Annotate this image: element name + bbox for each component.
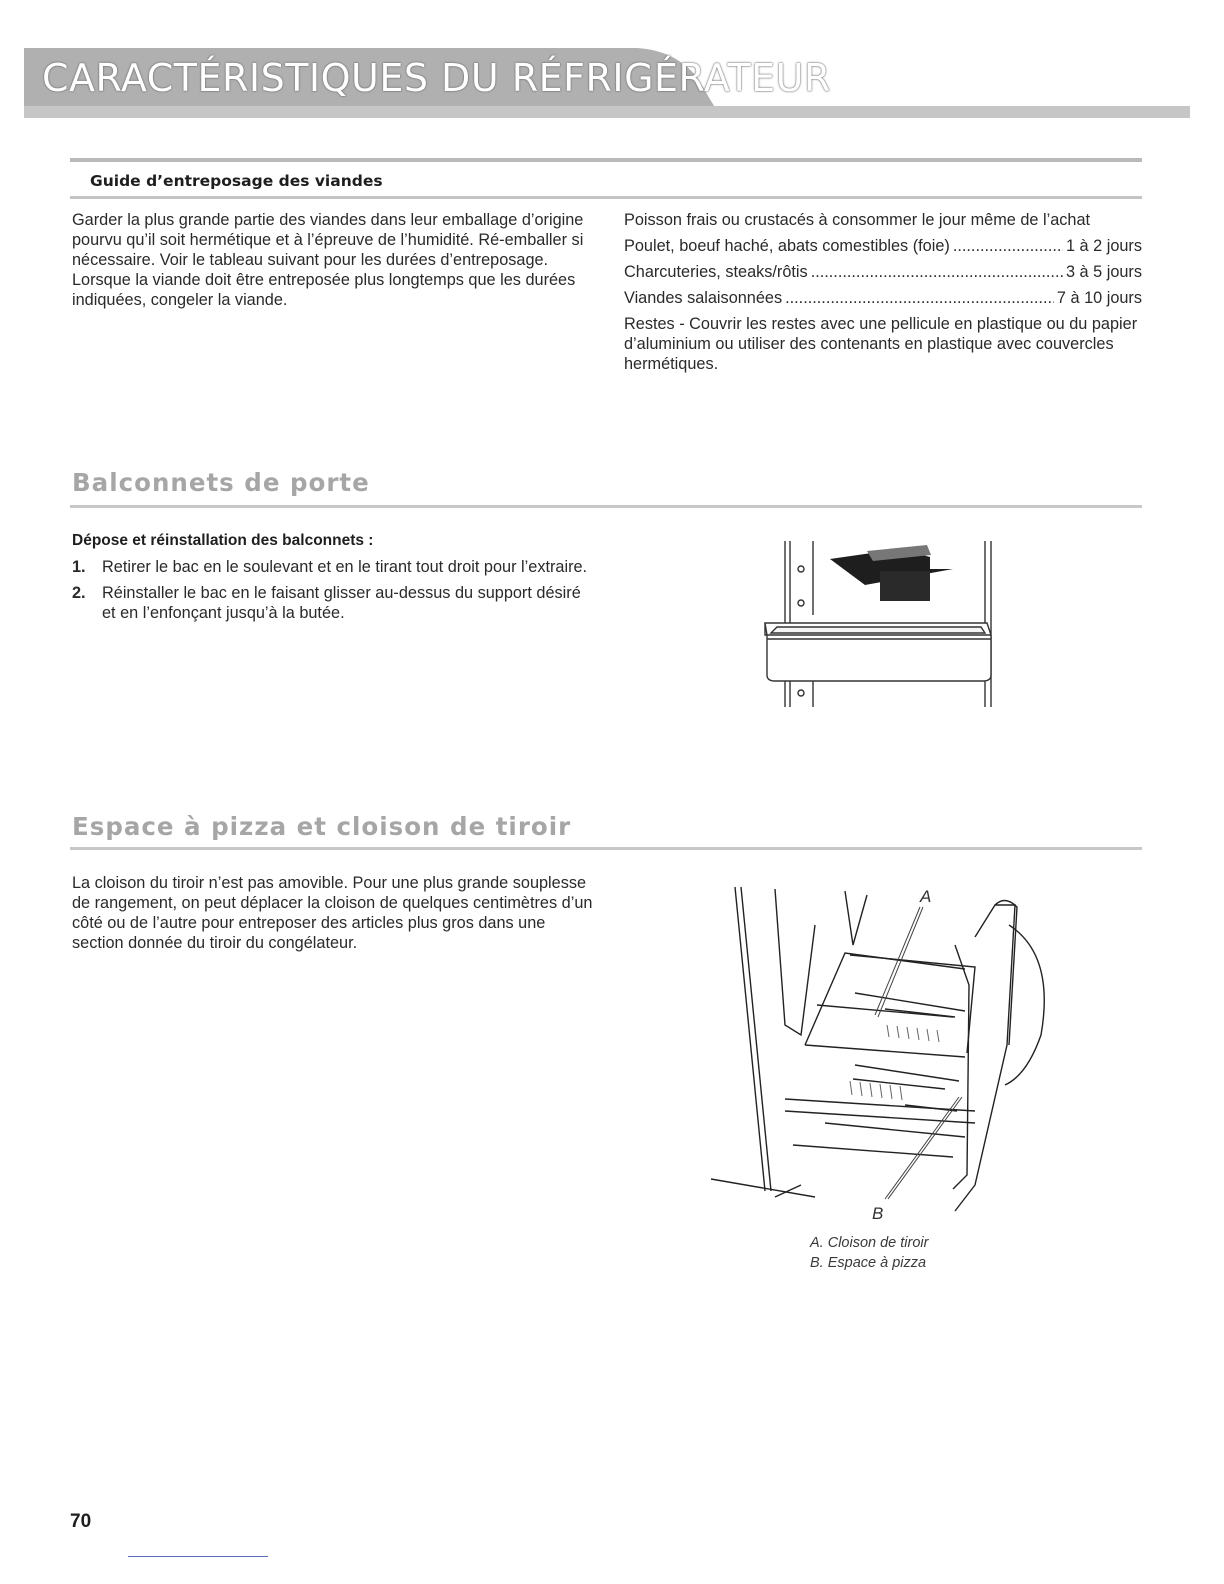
step-text: Réinstaller le bac en le faisant glisser au-dessus du support désiré et en l’enfonçant jusqu’à la butée. bbox=[102, 584, 581, 622]
door-bins-steps-title: Dépose et réinstallation des balconnets : bbox=[72, 532, 374, 549]
step-number: 1. bbox=[72, 558, 86, 576]
meat-row-label: Charcuteries, steaks/rôtis bbox=[624, 263, 808, 281]
caption-a: A. Cloison de tiroir bbox=[810, 1235, 929, 1251]
pizza-heading: Espace à pizza et cloison de tiroir bbox=[72, 812, 572, 841]
caption-b: B. Espace à pizza bbox=[810, 1255, 927, 1271]
meat-guide-top-rule bbox=[70, 158, 1142, 162]
header-banner bbox=[24, 46, 1190, 118]
meat-row bbox=[624, 236, 1142, 256]
page-number: 70 bbox=[70, 1511, 92, 1532]
figure-caption bbox=[810, 1233, 928, 1273]
leader-dots bbox=[785, 288, 1054, 308]
leader-dots bbox=[811, 262, 1063, 282]
meat-row-label: Viandes salaisonnées bbox=[624, 289, 783, 307]
meat-guide-heading: Guide d’entreposage des viandes bbox=[90, 172, 383, 190]
door-bins-rule bbox=[70, 505, 1142, 508]
step-item bbox=[72, 557, 592, 577]
door-bin-illustration bbox=[755, 535, 1005, 710]
leftovers-note: Restes - Couvrir les restes avec une pellicule en plastique ou du papier d’aluminium ou utiliser des contenants en plastique avec couvercles hermétiques. bbox=[624, 315, 1138, 373]
meat-guide-intro: Garder la plus grande partie des viandes dans leur emballage d’origine pourvu qu’il soit hermétique et à l’épreuve de l’humidité. Ré-emballer si nécessaire. Voir le tableau suivant pour les durées d’entreposage. Lorsque la viande doit être entreposée plus longtemps que les durées indiquées, congeler la viande. bbox=[72, 211, 584, 309]
meat-row-duration: 7 à 10 jours bbox=[1056, 289, 1142, 307]
meat-row bbox=[624, 288, 1142, 308]
meat-first-item: Poisson frais ou crustacés à consommer le jour même de l’achat bbox=[624, 211, 1091, 229]
page-title: CARACTÉRISTIQUES DU RÉFRIGÉRATEUR bbox=[42, 56, 831, 100]
pizza-text: La cloison du tiroir n’est pas amovible. Pour une plus grande souplesse de rangement, on peut déplacer la cloison de quelques centimètres d’un côté ou de l’autre pour entreposer des articles plus gros dans une section donnée du tiroir du congélateur. bbox=[72, 874, 593, 952]
meat-row bbox=[624, 262, 1142, 282]
door-bins-heading: Balconnets de porte bbox=[72, 468, 370, 497]
door-bins-steps bbox=[72, 557, 592, 629]
callout-b: B bbox=[872, 1204, 884, 1223]
meat-row-duration: 1 à 2 jours bbox=[1065, 237, 1142, 255]
freezer-drawer-illustration bbox=[705, 885, 1065, 1235]
step-number: 2. bbox=[72, 584, 86, 602]
footer-line bbox=[128, 1556, 268, 1557]
step-item bbox=[72, 583, 592, 623]
leader-dots bbox=[953, 236, 1063, 256]
pizza-rule bbox=[70, 847, 1142, 850]
step-text: Retirer le bac en le soulevant et en le tirant tout droit pour l’extraire. bbox=[102, 558, 588, 576]
meat-guide-bottom-rule bbox=[70, 196, 1142, 199]
callout-a: A bbox=[920, 887, 932, 906]
meat-row-duration: 3 à 5 jours bbox=[1065, 263, 1142, 281]
meat-row-label: Poulet, boeuf haché, abats comestibles (foie) bbox=[624, 237, 950, 255]
meat-storage-table bbox=[624, 210, 1142, 374]
